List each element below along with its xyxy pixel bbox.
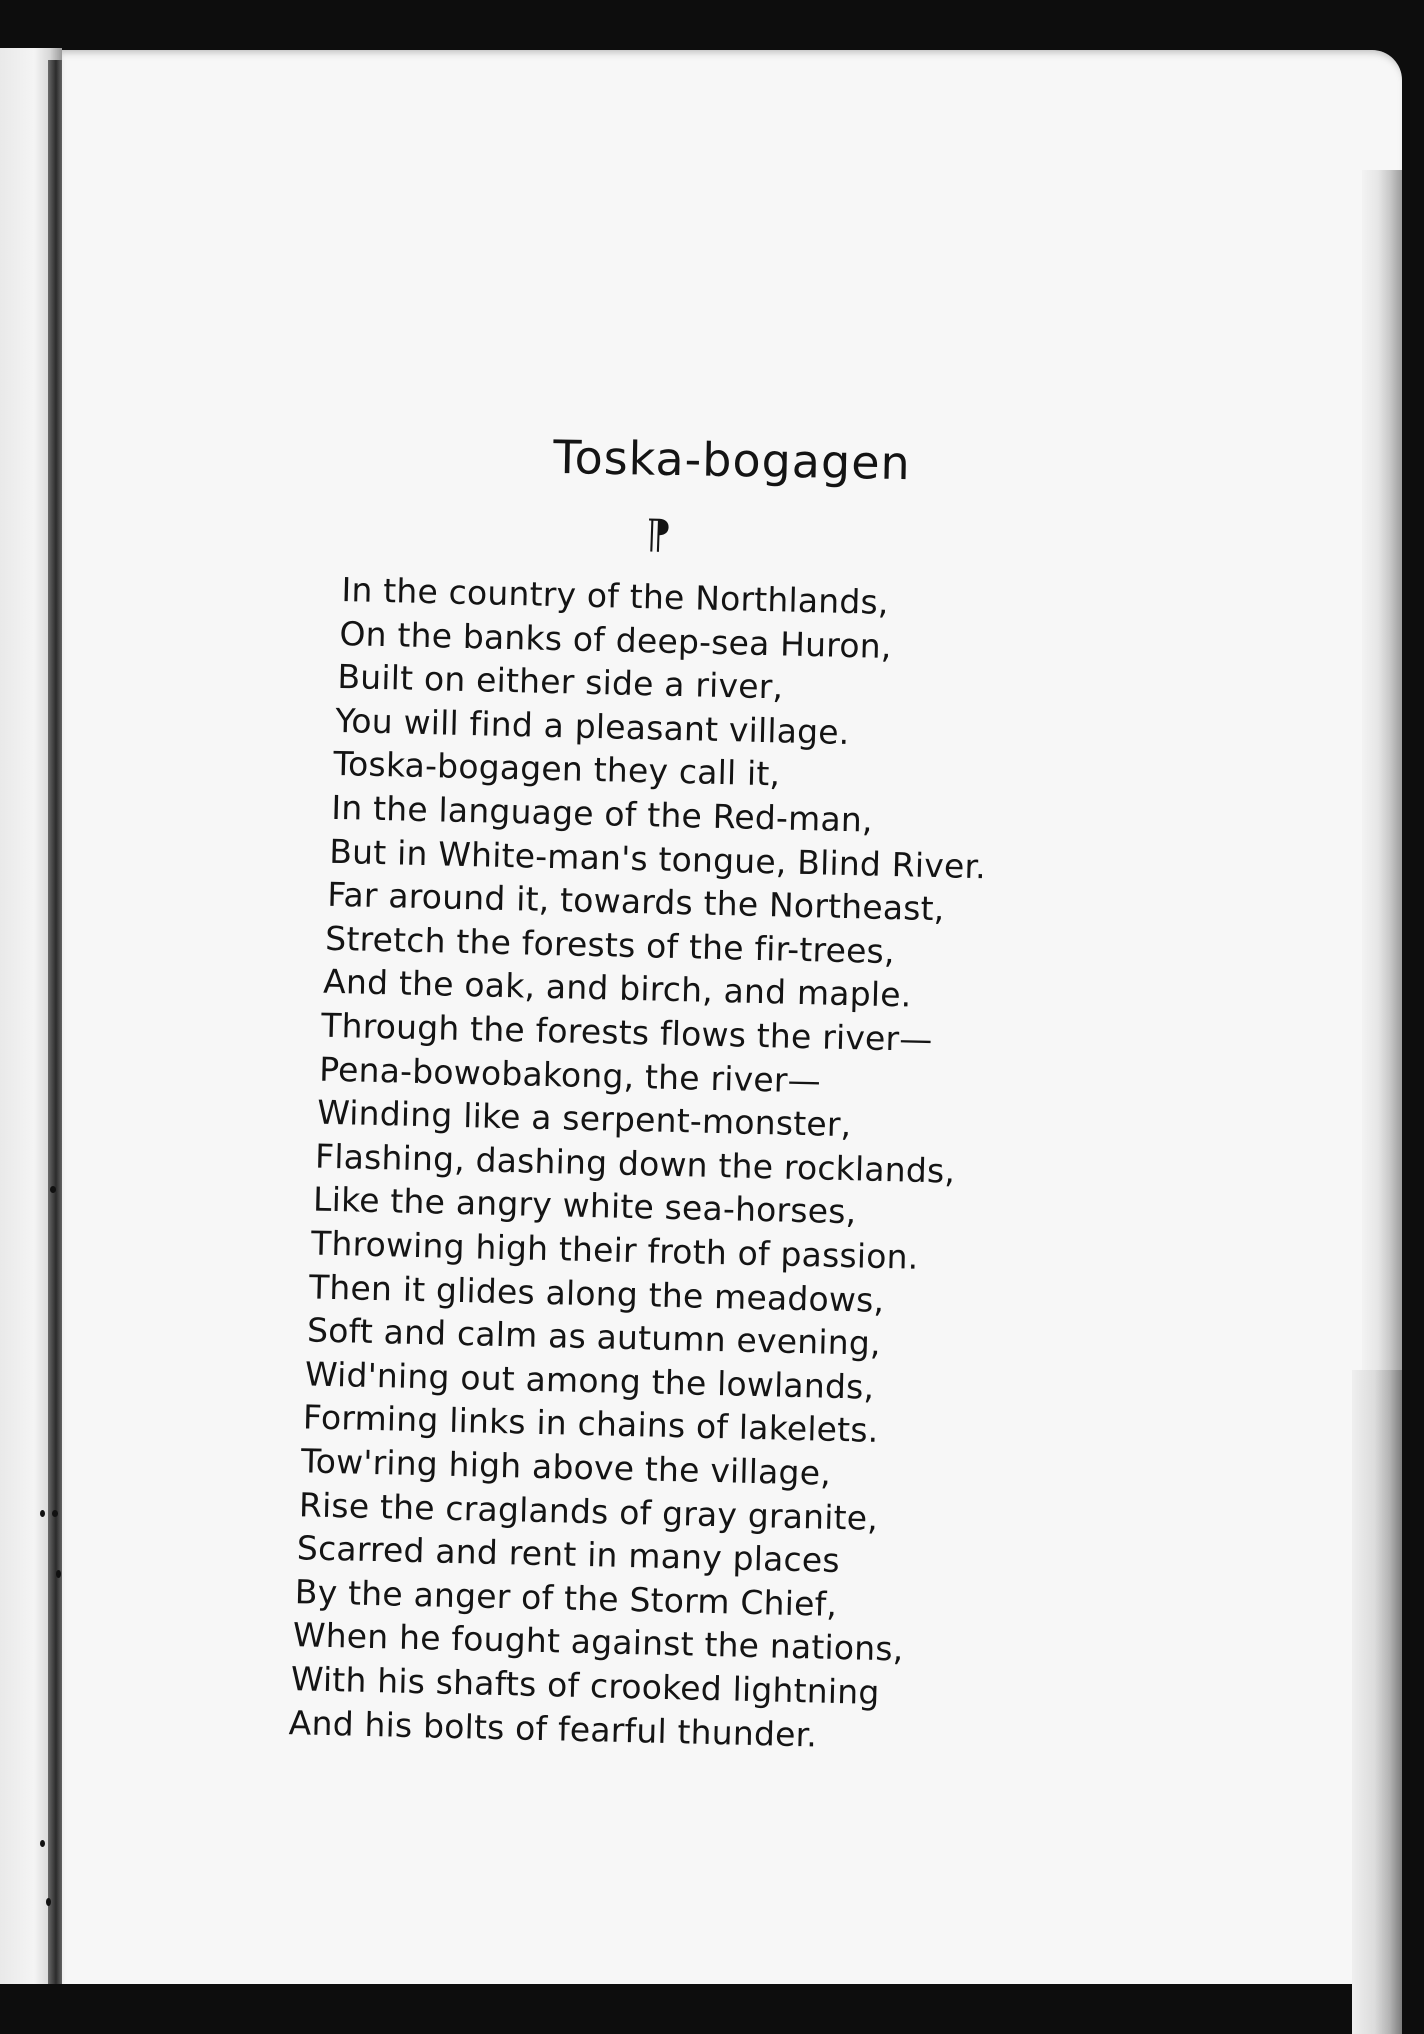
poem-line: Forming links in chains of lakelets. bbox=[302, 1397, 879, 1451]
poem-line: Wid'ning out among the lowlands, bbox=[304, 1354, 875, 1407]
poem-line: Toska-bogagen they call it, bbox=[332, 744, 781, 794]
poem-line: In the country of the Northlands, bbox=[341, 570, 890, 622]
book-page bbox=[62, 50, 1402, 1984]
poem-line: Throwing high their froth of passion. bbox=[310, 1223, 919, 1277]
poem-line: Like the angry white sea-horses, bbox=[312, 1179, 857, 1232]
poem-line: Scarred and rent in many places bbox=[296, 1528, 841, 1581]
margin-mark bbox=[40, 1510, 45, 1517]
poem-line: Then it glides along the meadows, bbox=[308, 1267, 885, 1320]
margin-mark bbox=[52, 1510, 58, 1517]
poem-line: Pena-bowobakong, the river— bbox=[318, 1049, 822, 1101]
poem-line: Soft and calm as autumn evening, bbox=[306, 1310, 882, 1364]
poem-line: By the anger of the Storm Chief, bbox=[294, 1571, 838, 1624]
margin-mark bbox=[40, 1840, 45, 1847]
poem-line: Rise the craglands of gray granite, bbox=[298, 1484, 879, 1538]
poem-line: Tow'ring high above the village, bbox=[300, 1441, 832, 1493]
paragraph-ornament: ⁋ bbox=[645, 511, 673, 559]
poem-line: But in White-man's tongue, Blind River. bbox=[328, 831, 987, 886]
page-edge-shadow-lower bbox=[1352, 1370, 1402, 2034]
poem-line: Built on either side a river, bbox=[337, 657, 784, 707]
poem-line: With his shafts of crooked lightning bbox=[290, 1659, 880, 1712]
poem-line: When he fought against the nations, bbox=[292, 1615, 904, 1669]
poem-title: Toska-bogagen bbox=[552, 429, 912, 491]
poem-line: Flashing, dashing down the rocklands, bbox=[314, 1136, 956, 1191]
margin-mark bbox=[46, 1898, 51, 1906]
poem-line: Far around it, towards the Northeast, bbox=[326, 874, 945, 929]
poem-line: And his bolts of fearful thunder. bbox=[288, 1702, 818, 1755]
poem-body bbox=[288, 570, 1142, 1839]
poem-line: Through the forests flows the river— bbox=[320, 1005, 933, 1060]
poem-line: Stretch the forests of the fir-trees, bbox=[324, 918, 896, 971]
poem-line: And the oak, and birch, and maple. bbox=[322, 962, 912, 1015]
poem-line: On the banks of deep-sea Huron, bbox=[339, 613, 893, 666]
poem-line: You will find a pleasant village. bbox=[335, 700, 850, 752]
poem-line: Winding like a serpent-monster, bbox=[316, 1092, 852, 1145]
margin-mark bbox=[50, 1186, 56, 1193]
poem-line: In the language of the Red-man, bbox=[330, 787, 874, 840]
margin-mark bbox=[56, 1570, 61, 1578]
